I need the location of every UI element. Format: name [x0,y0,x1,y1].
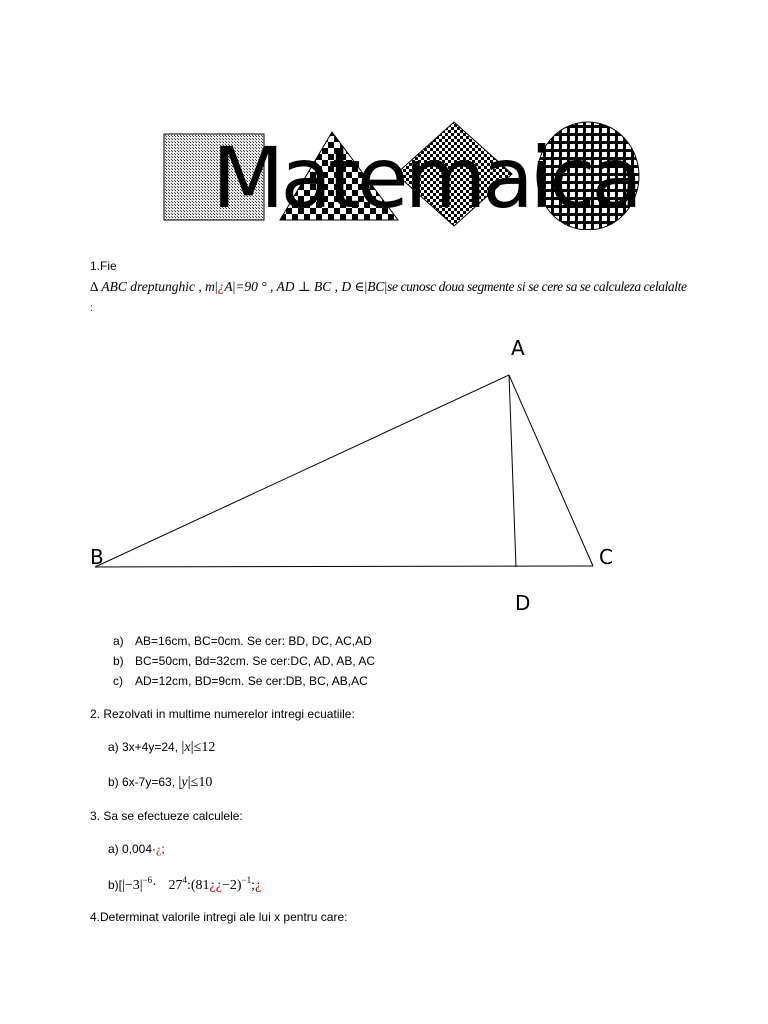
item-marker: a) [113,634,124,648]
vertex-label-a: A [511,336,525,360]
problem3-heading: 3. Sa se efectueze calculele: [90,809,243,823]
statement-angle-rest: A [224,279,233,294]
problem4-heading: 4.Determinat valorile intregi ale lui x pentru care: [90,910,348,924]
side-ac [509,375,593,566]
calc-b-mark-end: ¿ [255,878,262,893]
problem1-item-c [113,674,368,689]
calc-b-mid: :(81 [186,878,210,893]
calc-b-minus2: −2) [221,878,242,893]
banner-title: Matemaica [212,129,639,227]
calc-a-end: ; [161,842,165,856]
eq-b-var: y [181,775,188,790]
problem1-colon: : [90,303,93,314]
eq-a-cond: ≤12 [193,740,216,755]
statement-bc: BC [367,279,385,294]
calc-b-exp3: −1 [241,875,252,885]
problem2-heading: 2. Rezolvati in multime numerelor intregi ecuatiile: [90,707,355,721]
calc-b-dot: · [152,878,157,893]
calc-b-minus3: −3 [124,878,140,893]
vertex-label-b: B [90,545,104,569]
item-text: AB=16cm, BC=0cm. Se cer: BD, DC, AC,AD [135,634,372,648]
item-marker: c) [113,674,123,688]
problem1-heading: 1.Fie [90,259,117,273]
item-text: BC=50cm, Bd=32cm. Se cer:DC, AD, AB, AC [135,654,376,668]
problem1-item-b [113,654,375,669]
problem2-eq-b: b) 6x-7y=63, |y|≤10 [108,774,213,790]
statement-triangle: ∆ ABC dreptunghic , m [90,279,215,294]
triangle-figure [0,330,768,620]
statement-eq: =90 ° , AD ⊥ BC , D ∈ [235,279,365,294]
problem3-calc-b: $b)[|-3|^{-6}\cdot$ $27^4:(81¿¿-2)^{-1};¿$ [108,875,262,893]
vertex-label-c: C [599,545,613,569]
calc-a-mark: ¿ [156,842,162,856]
side-bc [95,566,593,567]
calc-b-marks: ¿¿ [209,878,222,893]
item-text: AD=12cm, BD=9cm. Se cer:DB, BC, AB,AC [135,674,368,688]
vertex-label-d: D [515,591,531,615]
eq-b-cond: ≤10 [190,775,213,790]
eq-a-prefix: a) 3x+4y=24, [108,740,179,754]
calc-a-text: a) 0,004· [108,842,157,856]
problem2-eq-a: a) 3x+4y=24, |x|≤12 [108,739,216,755]
calc-b-exp2: 4 [182,875,187,885]
altitude-ad [509,375,516,567]
eq-b-prefix: b) 6x-7y=63, [108,775,176,789]
item-marker: b) [113,654,124,668]
problem3-calc-a [108,842,165,857]
calc-b-prefix: b)[ [108,878,123,892]
calc-b-semicolon: ; [251,878,255,893]
eq-a-var: x [184,740,191,755]
statement-tail: se cunosc doua segmente si se cere sa se calculeza celalalte [387,279,687,294]
problem1-statement: ∆ ABC dreptunghic , m|¿A|=90 ° , AD ⊥ BC , D ∈|BC|se cunosc doua segmente si se cere sa se calculeza celalalte [90,279,687,294]
side-ab [95,375,509,567]
problem1-item-a [113,634,372,649]
statement-angle-char: ¿ [217,279,225,294]
calc-b-base27: 27 [168,878,183,893]
calc-b-exp1: −6 [142,875,153,885]
